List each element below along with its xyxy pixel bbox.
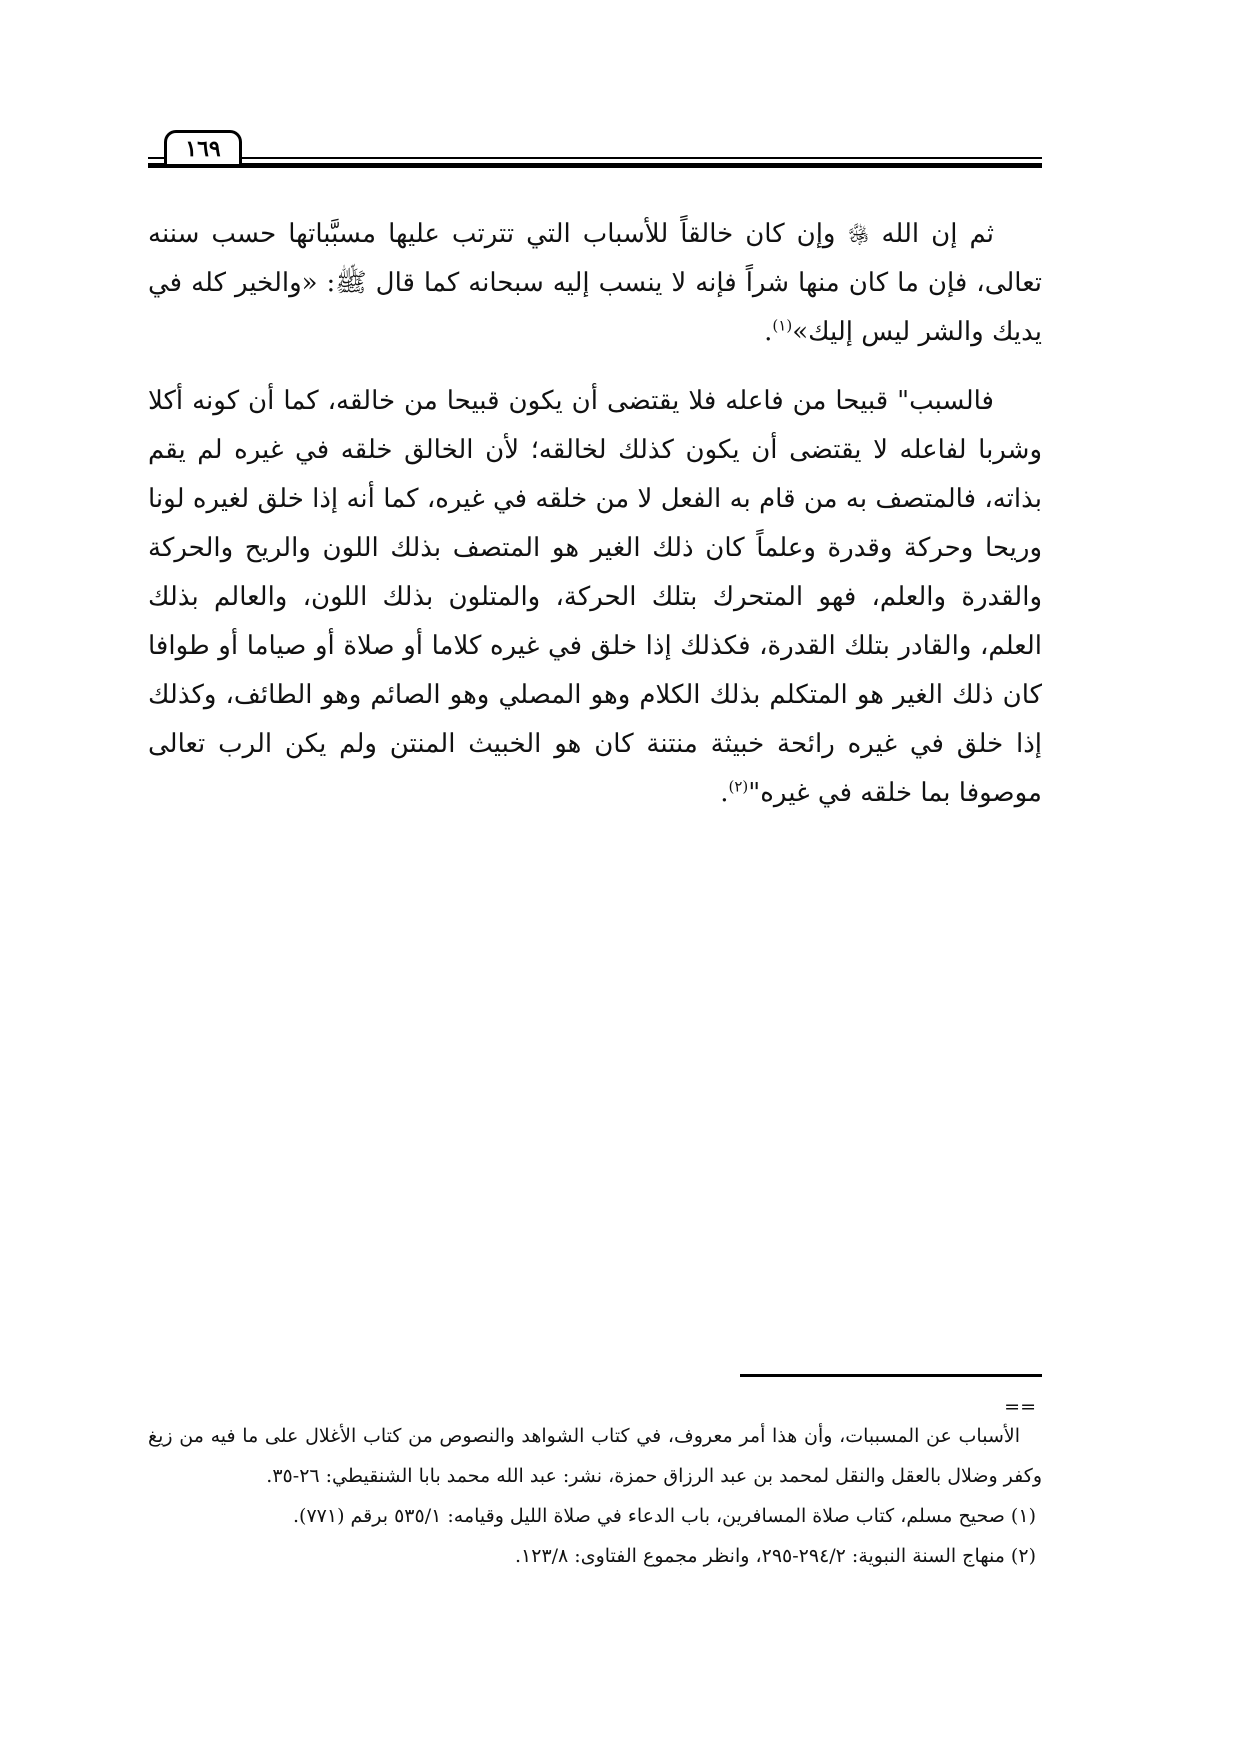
footnote-continuation-mark: == (1004, 1396, 1036, 1418)
paragraph-1 (148, 210, 1042, 357)
footnote-2: (٢) منهاج السنة النبوية: ٢٩٤/٢-٢٩٥، وانظر مجموع الفتاوى: ١٢٣/٨. (514, 1545, 1036, 1567)
header-rule-thick (148, 163, 1042, 168)
page-number-text: ١٦٩ (185, 135, 221, 162)
page-number (164, 130, 242, 164)
footnote-continuation (148, 1416, 1042, 1496)
footnote-1: (١) صحيح مسلم، كتاب صلاة المسافرين، باب الدعاء في صلاة الليل وقيامه: ٥٣٥/١ برقم (٧٧١). (293, 1505, 1036, 1527)
paragraph-2-end: . (720, 778, 729, 808)
footnotes-section (148, 1398, 1042, 1576)
footnote-ref-2[interactable]: (٢) (728, 777, 749, 796)
footnote-separator (740, 1374, 1042, 1377)
paragraph-1-text: ثم إن الله ﷿ وإن كان خالقاً للأسباب التي تترتب عليها مسبَّباتها حسب سننه تعالى، فإن ما كان منها شراً فإنه لا ينسب إليه سبحانه كما قال ﷺ: «والخير كله في يديك والشر ليس إليك» (148, 219, 1042, 347)
footnote-continuation-text: الأسباب عن المسببات، وأن هذا أمر معروف، في كتاب الشواهد والنصوص من كتاب الأغلال على ما فيه من زيغ وكفر وضلال بالعقل والنقل لمحمد بن عبد الرزاق حمزة، نشر: عبد الله محمد بابا الشنقيطي: ٢٦-٣٥. (148, 1425, 1042, 1487)
header-rule-thin (148, 157, 1042, 159)
paragraph-2-text: فالسبب" قبيحا من فاعله فلا يقتضى أن يكون قبيحا من خالقه، كما أن كونه أكلا وشربا لفاعله لا يقتضى أن يكون كذلك لخالقه؛ لأن الخالق خلقه في غيره لم يقم بذاته، فالمتصف به من قام به الفعل لا من خلقه في غيره، كما أنه إذا خلق لغيره لونا وريحا وحركة وقدرة وعلماً كان ذلك الغير هو المتصف بذلك اللون والريح والحركة والقدرة والعلم، فهو المتحرك بتلك الحركة، والمتلون بذلك اللون، والعالم بذلك العلم، والقادر بتلك القدرة، فكذلك إذا خلق في غيره كلاما أو صلاة أو صياما أو طوافا كان ذلك الغير هو المتكلم بذلك الكلام وهو المصلي وهو الصائم وهو الطائف، وكذلك إذا خلق في غيره رائحة خبيثة منتنة كان هو الخبيث المنتن ولم يكن الرب تعالى موصوفا بما خلقه في غيره" (148, 386, 1042, 808)
footnote-ref-1[interactable]: (١) (772, 316, 793, 335)
paragraph-1-end: . (764, 317, 773, 347)
paragraph-2 (148, 377, 1042, 818)
main-text (148, 210, 1042, 838)
